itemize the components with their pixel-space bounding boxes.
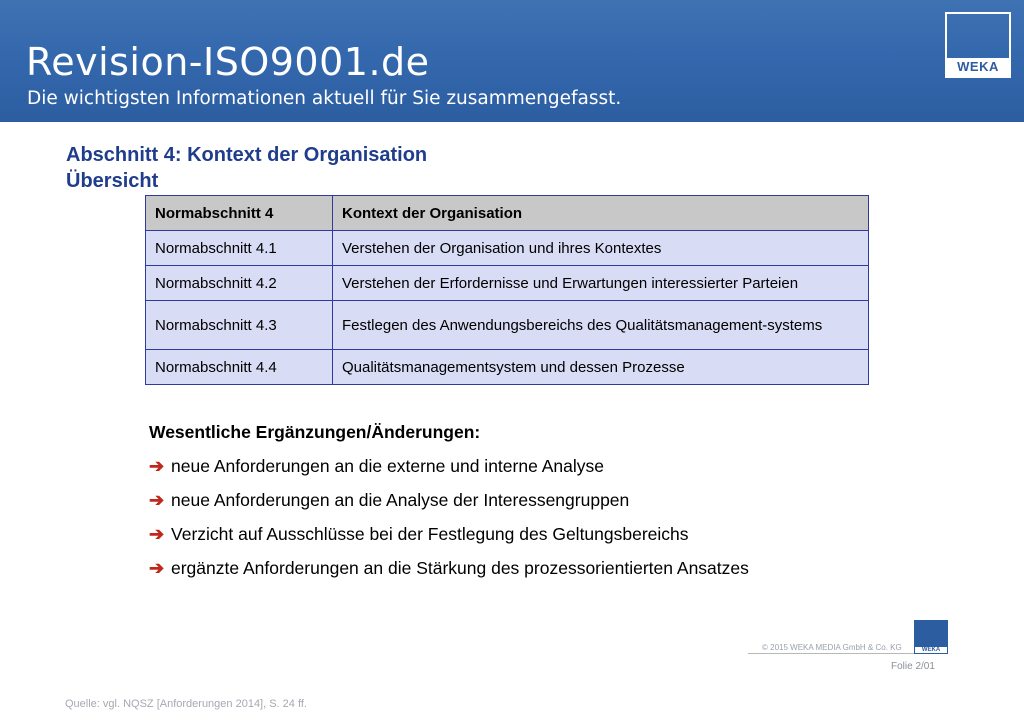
list-item (149, 522, 909, 556)
site-title: Revision-ISO9001.de (26, 40, 430, 84)
table-cell: Normabschnitt 4.3 (146, 301, 333, 350)
arrow-right-icon: ➔ (149, 490, 165, 510)
table-cell: Festlegen des Anwendungsbereichs des Qualitätsmanagement-systems (333, 301, 869, 350)
slide-number-value: 2/01 (915, 661, 935, 672)
list-item-text: neue Anforderungen an die Analyse der Interessengruppen (171, 490, 630, 510)
table-header-row (146, 196, 869, 231)
slide-number (891, 661, 935, 672)
table-row (146, 231, 869, 266)
copyright-notice: © 2015 WEKA MEDIA GmbH & Co. KG (762, 643, 902, 652)
header-banner (0, 0, 1024, 122)
weka-footer-logo-text: WEKA (914, 646, 948, 654)
section-title-line2: Übersicht (66, 170, 159, 192)
site-subtitle: Die wichtigsten Informationen aktuell für Sie zusammengefasst. (27, 88, 622, 109)
table-row (146, 350, 869, 385)
list-item (149, 488, 909, 522)
table-row (146, 266, 869, 301)
slide-label: Folie (891, 661, 913, 672)
table-header-cell: Normabschnitt 4 (146, 196, 333, 231)
table-cell: Normabschnitt 4.4 (146, 350, 333, 385)
norm-table (145, 195, 869, 385)
weka-footer-logo (914, 620, 948, 654)
table-cell: Verstehen der Organisation und ihres Kontextes (333, 231, 869, 266)
table-cell: Qualitätsmanagementsystem und dessen Prozesse (333, 350, 869, 385)
changes-title: Wesentliche Ergänzungen/Änderungen: (149, 422, 481, 442)
source-citation: Quelle: vgl. NQSZ [Anforderungen 2014], S. 24 ff. (65, 698, 307, 710)
section-title-line1: Abschnitt 4: Kontext der Organisation (66, 144, 428, 166)
table-cell: Normabschnitt 4.1 (146, 231, 333, 266)
table-row (146, 301, 869, 350)
list-item-text: neue Anforderungen an die externe und interne Analyse (171, 456, 604, 476)
list-item-text: Verzicht auf Ausschlüsse bei der Festlegung des Geltungsbereichs (171, 524, 689, 544)
table-header-cell: Kontext der Organisation (333, 196, 869, 231)
arrow-right-icon: ➔ (149, 524, 165, 544)
table-cell: Verstehen der Erfordernisse und Erwartungen interessierter Parteien (333, 266, 869, 301)
weka-logo (945, 12, 1011, 78)
list-item (149, 556, 909, 590)
table-cell: Normabschnitt 4.2 (146, 266, 333, 301)
section-title (66, 142, 427, 194)
changes-section (149, 422, 909, 590)
weka-logo-text: WEKA (947, 58, 1009, 76)
list-item-text: ergänzte Anforderungen an die Stärkung des prozessorientierten Ansatzes (171, 558, 749, 578)
arrow-right-icon: ➔ (149, 558, 165, 578)
list-item (149, 454, 909, 488)
arrow-right-icon: ➔ (149, 456, 165, 476)
